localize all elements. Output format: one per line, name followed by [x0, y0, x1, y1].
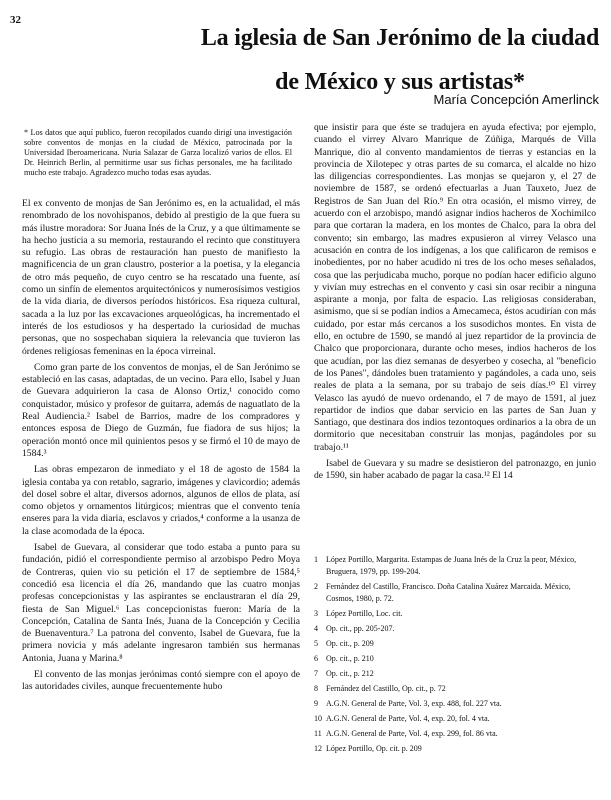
footnote-text: López Portillo, Margarita. Estampas de Juana Inés de la Cruz la peor, México, Bruguera, 1979, pp. 199-204. [326, 555, 577, 576]
footnotes-list [314, 554, 596, 758]
footnote-item [314, 653, 596, 665]
footnote-item [314, 623, 596, 635]
footnote-number: 2 [314, 582, 318, 591]
paragraph: El convento de las monjas jerónimas contó siempre con el apoyo de las autoridades civiles, aunque frecuentemente hubo [22, 668, 300, 693]
footnote-item [314, 683, 596, 695]
footnote-text: A.G.N. General de Parte, Vol. 4, exp. 299, fol. 86 vta. [326, 729, 498, 738]
footnote-item [314, 608, 596, 620]
footnote-text: Fernández del Castillo, Francisco. Doña Catalina Xuárez Marcaida. México, Cosmos, 1980, p. 72. [326, 582, 571, 603]
footnote-number: 9 [314, 699, 318, 708]
footnote-item [314, 713, 596, 725]
article-title: La iglesia de San Jerónimo de la ciudad de México y sus artistas* [200, 25, 600, 95]
footnote-text: Fernández del Castillo, Op. cit., p. 72 [326, 684, 446, 693]
footnote-number: 11 [314, 729, 322, 738]
footnote-text: Op. cit., p. 210 [326, 654, 374, 663]
paragraph: Como gran parte de los conventos de monjas, el de San Jerónimo se estableció en las casas, adaptadas, de un vecino. Para ello, Isabel y Juan de Guevara adquirieron la casa de Alonso Ortiz,¹ conocido como conquistador, músico y profesor de guitarra, además de naguatlato de la Real Audiencia.² Isabel de Barrios, madre de los compradores y entonces esposa de Diego de Guzmán, fue fiadora de sus hijos; la operación montó once mil quinientos pesos y se firmó el 10 de mayo de 1584.³ [22, 361, 300, 459]
right-column [314, 122, 596, 487]
paragraph: El ex convento de monjas de San Jerónimo es, en la actualidad, el más renombrado de los novohispanos, debido al prestigio de la que fuera su más ilustre moradora: Sor Juana Inés de la Cruz, y a que últimamente se ha hecho justicia a su memoria, restaurando el recinto que constituyera su refugio. Las obras de restauración han puesto de manifiesto la magnificencia de un gran claustro, posterior a la poetisa, y la elegancia de otro más pequeño, de cuyo centro se ha rescatado una fuente, así como un sinfín de elementos arquitectónicos y numerosísimos vestigios de la vida diaria, de diversos períodos históricos. Esa riqueza cultural, sacada a la luz por las excavaciones arqueológicas, ha incrementado el interés de los estudiosos y ha despertado la curiosidad de muchas personas, que no sospechaban siquiera la relevancia que tuvieron las órdenes religiosas femeninas en la época virreinal. [22, 198, 300, 357]
footnote-item [314, 698, 596, 710]
page-number: 32 [10, 14, 21, 26]
footnote-item [314, 668, 596, 680]
footnote-item [314, 554, 596, 578]
article-author: María Concepción Amerlinck [433, 92, 599, 107]
footnote-item [314, 743, 596, 755]
acknowledgement-note: * Los datos que aquí publico, fueron recopilados cuando dirigí una investigación sobre conventos de monjas en la ciudad de México, patrocinada por la Universidad Iberoamericana. Nuria Salazar de Garza localizó varios de ellos. El Dr. Heinrich Berlin, al permitirme usar sus fichas personales, me ha facilitado mucho este trabajo. Agradezco mucho todas esas ayudas. [24, 128, 292, 177]
left-column [22, 198, 300, 698]
footnote-text: López Portillo, Loc. cit. [326, 609, 403, 618]
footnote-number: 12 [314, 744, 322, 753]
footnote-number: 5 [314, 639, 318, 648]
footnote-item [314, 728, 596, 740]
footnote-number: 3 [314, 609, 318, 618]
footnote-number: 8 [314, 684, 318, 693]
paragraph: Las obras empezaron de inmediato y el 18 de agosto de 1584 la iglesia contaba ya con retablo, sagrario, imágenes y clavicordio; además del dosel sobre el altar, diversos adornos, algunos de ellos de plata, así como objetos y ornamentos litúrgicos; mientras que el convento tenía enseres para la vida diaria, esclavos y criados,⁴ conforme a la usanza de la clase acomodada de la época. [22, 464, 300, 537]
paragraph: que insistir para que éste se tradujera en ayuda efectiva; por ejemplo, cuando el virrey Alvaro Manrique de Zúñiga, Marqués de Villa Manrique, dio al convento mandamientos de tierras y estancias en la provincia de Xilotepec y otras partes de su comarca, el alcalde no hizo las diligencias correspondientes. Las monjas se quejaron y, el 27 de noviembre de 1587, se ordenó efectuarlas a Juan Tauxeto, Juez de Registros de San Juan del Río.⁹ En otra ocasión, el mismo virrey, de acuerdo con el arzobispo, mandó asignar indios hacheros de Xochimilco para que cortaran la madera, en los montes de Chalco, para la obra del convento; sin embargo, las madres expusieron al virrey Velasco una acusación en contra de los indígenas, a los que calificaron de remisos e inobedientes, por no haber acudido ni tres de los ocho meses señalados, cosa que las perjudicaba mucho, porque no podían hacer edificio alguno y vivían muy estrechas en el convento y casi sin osar recibir a ninguna aspirante a monja, por falta de espacio. Las religiosas consideraban, asimismo, que si se podían indios a Amecameca, éstos acudirían con más cuidado, por estar más cercanos a los susodichos montes. En vista de ello, en octubre de 1590, se mandó al juez repartidor de la provincia de Chalco que proporcionara, durante ocho meses, indios hacheros de los que acudían, por las diez semanas de desyerbeo y cosecha, al "beneficio de los Panes", dándoles buen tratamiento y pagándoles, a cada uno, seis reales de plata a la semana, por su trabajo de seis días.¹⁰ El virrey Velasco las ayudó de nuevo ordenando, el 7 de mayo de 1591, al juez repartidor de indios que dabar servicio en las partes de San Juan y Santiago, que destinara dos indios tezontoques ordinarios a la obra de un dormitorio que necesitaban construir las monjas, pagándoles por su trabajo.¹¹ [314, 122, 596, 453]
footnote-number: 4 [314, 624, 318, 633]
footnote-text: Op. cit., p. 212 [326, 669, 374, 678]
footnote-item [314, 581, 596, 605]
footnote-number: 7 [314, 669, 318, 678]
footnote-text: Op. cit., pp. 205-207. [326, 624, 395, 633]
footnote-text: Op. cit., p. 209 [326, 639, 374, 648]
footnote-text: A.G.N. General de Parte, Vol. 4, exp. 20, fol. 4 vta. [326, 714, 490, 723]
footnote-text: López Portillo, Op. cit. p. 209 [326, 744, 422, 753]
footnote-text: A.G.N. General de Parte, Vol. 3, exp. 488, fol. 227 vta. [326, 699, 502, 708]
paragraph: Isabel de Guevara y su madre se desistieron del patronazgo, en junio de 1590, sin haber acabado de pagar la casa.¹² El 14 [314, 458, 596, 482]
footnote-number: 1 [314, 555, 318, 564]
paragraph: Isabel de Guevara, al considerar que todo estaba a punto para su fundación, pidió el correspondiente permiso al arzobispo Pedro Moya de Contreras, quien vio su petición el 17 de septiembre de 1584,⁵ concedió esa licencia el día 26, mandando que las cuatro monjas profesas concepcionistas y las aspirantes se enclaustraran el día 29, fiesta de San Miguel.⁶ Las concepcionistas fueron: María de la Concepción, Catalina de Santa Inés, Juana de la Concepción y Cecilia de Buenaventura.⁷ La patrona del convento, Isabel de Guevara, fue la primera novicia y más adelante ingresaron también sus hermanas Antonia, Juana y Marina.⁸ [22, 542, 300, 664]
footnote-item [314, 638, 596, 650]
footnote-number: 6 [314, 654, 318, 663]
footnote-number: 10 [314, 714, 322, 723]
